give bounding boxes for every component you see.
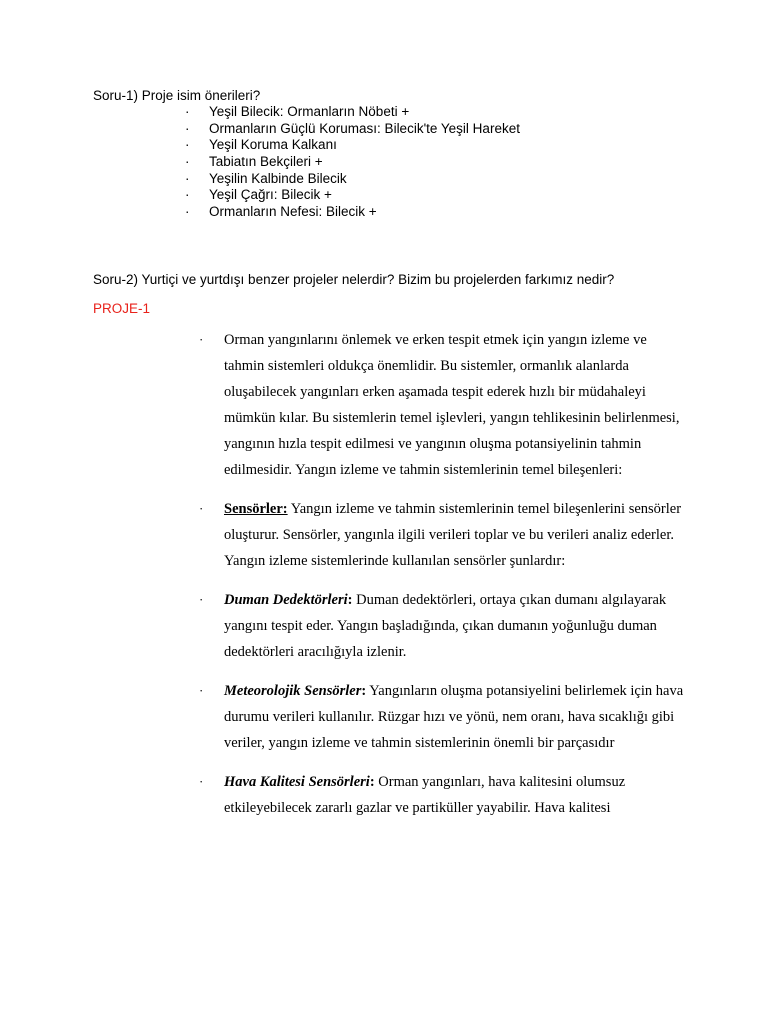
bullet-icon: · <box>185 204 190 220</box>
air-quality-sensors-label: Hava Kalitesi Sensörleri <box>224 774 370 790</box>
question-1: Soru-1) Proje isim önerileri? <box>93 88 261 103</box>
bullet-icon: · <box>185 137 190 153</box>
sensors-label: Sensörler: <box>224 501 288 517</box>
list-item <box>185 121 520 138</box>
project-1-body <box>199 327 685 834</box>
meteorological-sensors-label: Meteorolojik Sensörler <box>224 683 362 699</box>
name-suggestions-list <box>185 104 520 221</box>
smoke-detectors-paragraph <box>199 587 685 665</box>
project-1-title: PROJE-1 <box>93 301 151 316</box>
meteorological-sensors-paragraph <box>199 678 685 756</box>
meteorological-sensors-text: Yangınların oluşma potansiyelini belirlemek için hava durumu verileri kullanılır. Rüzgar hızı ve yönü, nem oranı, hava sıcaklığı gibi veriler, yangın izleme ve tahmin sistemlerinin önemli bir parçasıdır <box>224 683 684 751</box>
bullet-icon: · <box>199 501 204 516</box>
list-item-text: Yeşilin Kalbinde Bilecik <box>209 170 347 186</box>
intro-paragraph <box>199 327 685 483</box>
question-2: Soru-2) Yurtiçi ve yurtdışı benzer projeler nelerdir? Bizim bu projelerden farkımız nedir? <box>93 272 615 287</box>
bullet-icon: · <box>199 683 204 698</box>
list-item <box>185 171 520 188</box>
bullet-icon: · <box>185 187 190 203</box>
smoke-detectors-text: Duman dedektörleri, ortaya çıkan dumanı algılayarak yangını tespit eder. Yangın başladığında, çıkan dumanın yoğunluğu duman dedektörleri aracılığıyla izlenir. <box>224 592 667 660</box>
bullet-icon: · <box>185 104 190 119</box>
bullet-icon: · <box>185 170 190 186</box>
list-item-text: Ormanların Güçlü Koruması: Bilecik'te Yeşil Hareket <box>209 120 520 136</box>
smoke-detectors-colon: : <box>347 592 353 608</box>
sensors-text: Yangın izleme ve tahmin sistemlerinin temel bileşenlerini sensörler oluşturur. Sensörler, yangınla ilgili verileri toplar ve bu verileri analiz ederler. Yangın izleme sistemlerinde kullanılan sensörler şunlardır: <box>224 501 682 569</box>
intro-text: Orman yangınlarını önlemek ve erken tespit etmek için yangın izleme ve tahmin sistemleri oldukça önemlidir. Bu sistemler, ormanlık alanlarda oluşabilecek yangınları erken aşamada tespit ederek hızlı bir müdahaleyi mümkün kılar. Bu sistemlerin temel işlevleri, yangın tehlikesinin belirlenmesi, yangının hızla tespit edilmesi ve yangının oluşma potansiyelinin tahmin edilmesidir. Yangın izleme ve tahmin sistemlerinin temel bileşenleri: <box>224 332 680 478</box>
air-quality-sensors-colon: : <box>369 774 375 790</box>
bullet-icon: · <box>199 592 204 607</box>
list-item <box>185 104 520 121</box>
bullet-icon: · <box>185 120 190 136</box>
bullet-icon: · <box>185 154 190 170</box>
meteorological-sensors-colon: : <box>361 683 367 699</box>
list-item <box>185 137 520 154</box>
list-item <box>185 154 520 171</box>
list-item-text: Yeşil Bilecik: Ormanların Nöbeti + <box>209 104 410 119</box>
list-item-text: Ormanların Nefesi: Bilecik + <box>209 204 377 220</box>
bullet-icon: · <box>199 774 204 789</box>
list-item-text: Yeşil Koruma Kalkanı <box>209 137 337 153</box>
air-quality-sensors-text: Orman yangınları, hava kalitesini olumsuz etkileyebilecek zararlı gazlar ve partiküller yayabilir. Hava kalitesi <box>224 774 626 816</box>
smoke-detectors-label: Duman Dedektörleri <box>224 592 348 608</box>
bullet-icon: · <box>199 332 204 347</box>
list-item <box>185 204 520 221</box>
list-item-text: Tabiatın Bekçileri + <box>209 154 323 170</box>
list-item <box>185 187 520 204</box>
list-item-text: Yeşil Çağrı: Bilecik + <box>209 187 332 203</box>
air-quality-sensors-paragraph <box>199 769 685 821</box>
sensors-paragraph <box>199 496 685 574</box>
